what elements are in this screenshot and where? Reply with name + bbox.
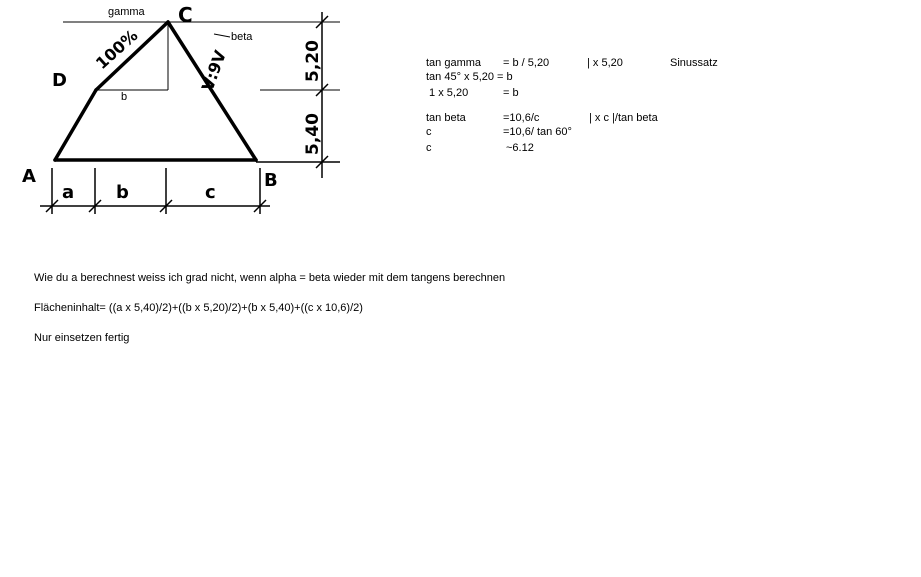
calc-row-6-col2: ~6.12 <box>506 142 534 154</box>
side-label-left: 100% <box>91 25 142 73</box>
triangle-diagram <box>0 0 360 245</box>
dim-label-lower: 5,40 <box>303 113 323 155</box>
edge-a-d <box>55 90 96 160</box>
side-label-right: V:9V <box>197 47 230 94</box>
calc-row-1-col2: = b / 5,20 <box>503 57 550 69</box>
calc-row-1-col3: | x 5,20 <box>587 57 623 69</box>
vertex-label-b: B <box>264 170 278 191</box>
angle-label-beta: beta <box>231 31 253 43</box>
calc-row-4-col1: tan beta <box>426 112 466 124</box>
dim-label-upper: 5,20 <box>303 40 323 82</box>
calc-row-4-col2: =10,6/c <box>503 112 540 124</box>
vertex-label-c: C <box>178 3 193 27</box>
vertex-label-d: D <box>52 70 67 91</box>
beta-pointer-line <box>214 34 230 37</box>
note-line-3: Nur einsetzen fertig <box>34 332 130 344</box>
calc-row-1-col4: Sinussatz <box>670 57 718 69</box>
calc-row-4-col3: | x c |/tan beta <box>589 112 658 124</box>
note-line-1: Wie du a berechnest weiss ich grad nicht, wenn alpha = beta wieder mit dem tangens berechnen <box>34 272 506 284</box>
segment-label-b-inner: b <box>121 91 128 103</box>
vertex-label-a: A <box>22 166 36 187</box>
calc-row-1-col1: tan gamma <box>426 57 482 69</box>
note-line-2: Flächeninhalt= ((a x 5,40)/2)+((b x 5,20)/2)+(b x 5,40)+((c x 10,6)/2) <box>34 302 363 314</box>
calc-row-5-col1: c <box>426 126 432 138</box>
calc-row-5-col2: =10,6/ tan 60° <box>503 126 572 138</box>
calc-row-3-col1: 1 x 5,20 <box>426 87 469 99</box>
segment-label-b: b <box>116 182 129 203</box>
calc-row-6-col1: c <box>426 142 432 154</box>
segment-label-a: a <box>62 182 75 203</box>
angle-label-gamma: gamma <box>108 6 145 18</box>
segment-label-c: c <box>205 182 216 203</box>
calc-row-2-col1: tan 45° x 5,20 = b <box>426 71 513 83</box>
calc-row-3-col2: = b <box>503 87 519 99</box>
